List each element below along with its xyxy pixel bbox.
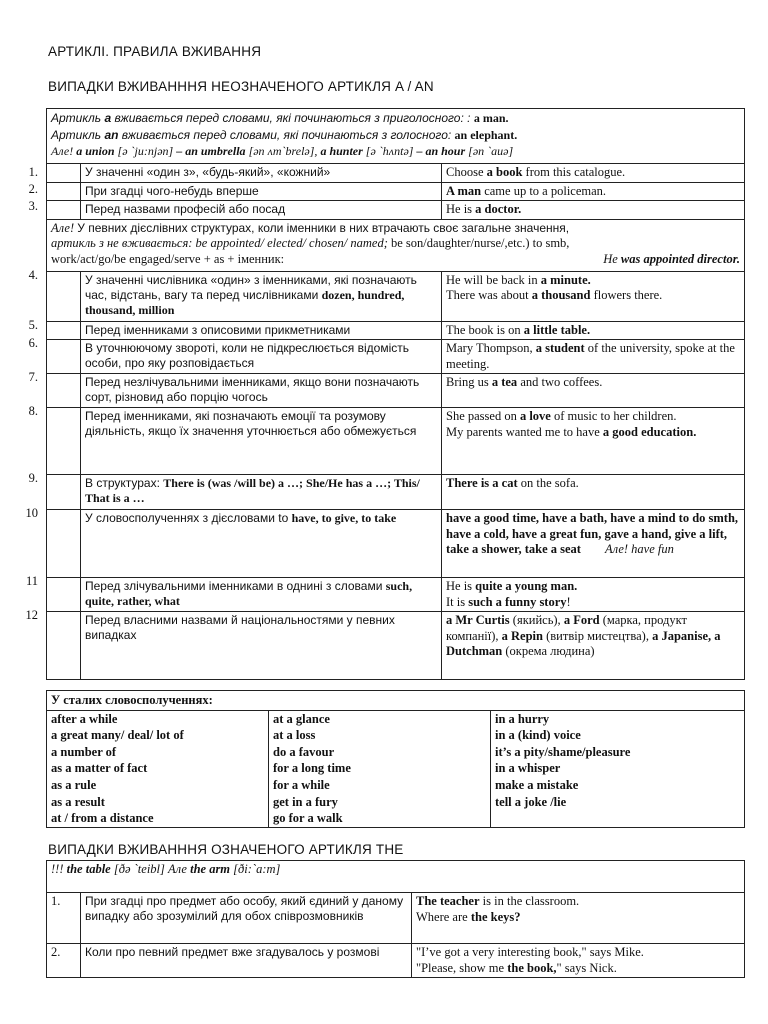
table-row: [47, 271, 745, 321]
table-row: [47, 374, 745, 408]
table-row: [47, 408, 745, 475]
table-row: [47, 164, 745, 183]
row-number: 2.: [28, 182, 38, 196]
the-intro-cell: !!! the table [ðə `teibl] Але the arm [ði:`a:m]: [47, 861, 745, 893]
table-row: [47, 321, 745, 340]
table-row: [47, 475, 745, 510]
example-cell: He will be back in a minute. There was about a thousand flowers there.: [442, 271, 745, 321]
rule-cell: У словосполученнях з дієсловами to have, to give, to take: [81, 510, 442, 578]
example-cell: Mary Thompson, a student of the university, spoke at the meeting.: [442, 340, 745, 374]
example-cell: There is a cat on the sofa.: [442, 475, 745, 510]
set-phrases-header: У сталих словосполученнях:: [47, 691, 745, 711]
rule-cell: При згадці чого-небудь вперше: [81, 182, 442, 201]
table-row: [47, 578, 745, 612]
example-cell: Bring us a tea and two coffees.: [442, 374, 745, 408]
row-number: 9.: [28, 471, 38, 485]
row-number: 1.: [47, 893, 81, 944]
definite-article-table: [46, 860, 745, 978]
table-row: [47, 109, 745, 164]
row-number: 6.: [28, 336, 38, 350]
table-row: [47, 340, 745, 374]
rule-cell: В структурах: There is (was /will be) a …; She/He has a …; This/ That is a …: [81, 475, 442, 510]
table-row: [47, 710, 745, 827]
rule-cell: Перед власними назвами й національностями у певних випадках: [81, 612, 442, 680]
table-row: [47, 510, 745, 578]
note-cell: Але! У певних дієслівних структурах, коли іменники в них втрачають своє загальне значення, артикль з не вживається: be appointed/ elected/ chosen/ named; be son/daughter/nurse/,etc.) to smb, work/act/go/be engaged/serve + as + іменник: He was appointed director.: [47, 219, 745, 271]
phrases-column-1: after a while a great many/ deal/ lot of a number of as a matter of fact as a rule as a result at / from a distance: [47, 710, 269, 827]
intro-cell: Артикль a вживається перед словами, які починаються з приголосного: : a man. Артикль an вживається перед словами, які починаються з голосного: an elephant. Але! a union [ə `ju:njən] – an umbrella [ən ʌm`brelə], a hunter [ə `hʌntə] – an hour [ən `auə]: [47, 109, 745, 164]
row-number: 2.: [47, 944, 81, 978]
table-row: [47, 201, 745, 220]
example-cell: She passed on a love of music to her children. My parents wanted me to have a good education.: [442, 408, 745, 475]
rule-cell: Перед іменниками з описовими прикметниками: [81, 321, 442, 340]
table-row: [47, 182, 745, 201]
table-row: [47, 612, 745, 680]
row-number: 3.: [28, 199, 38, 213]
phrases-column-2: at a glance at a loss do a favour for a long time for a while get in a fury go for a walk: [269, 710, 491, 827]
row-number: 4.: [28, 268, 38, 282]
example-cell: He is a doctor.: [442, 201, 745, 220]
rule-cell: У значенні числівника «один» з іменниками, які позначають час, відстань, вагу та перед числівниками dozen, hundred, thousand, million: [81, 271, 442, 321]
example-cell: a Mr Curtis (якийсь), a Ford (марка, продукт компанії), a Repin (витвір мистецтва), a Japanise, a Dutchman (окрема людина): [442, 612, 745, 680]
rule-cell: Коли про певний предмет вже згадувалось у розмові: [81, 944, 412, 978]
table-row: [47, 691, 745, 711]
set-phrases-table: [46, 690, 745, 828]
row-number: 8.: [28, 404, 38, 418]
example-cell: The book is on a little table.: [442, 321, 745, 340]
table-row: [47, 861, 745, 893]
row-number: 1.: [28, 165, 38, 179]
table-row: [47, 893, 745, 944]
table-row: [47, 944, 745, 978]
row-number: 10: [25, 506, 38, 520]
phrases-column-3: in a hurry in a (kind) voice it’s a pity/shame/pleasure in a whisper make a mistake tell a joke /lie: [491, 710, 745, 827]
rule-cell: В уточнюючому звороті, коли не підкреслюється відомість особи, про яку розповідається: [81, 340, 442, 374]
example-cell: He is quite a young man. It is such a funny story!: [442, 578, 745, 612]
rule-cell: Перед незлічувальними іменниками, якщо вони позначають сорт, різновид або порцію чогось: [81, 374, 442, 408]
example-cell: The teacher is in the classroom. Where are the keys?: [412, 893, 745, 944]
row-number: 7.: [28, 370, 38, 384]
indefinite-article-table: [46, 108, 745, 680]
definite-article-heading: ВИПАДКИ ВЖИВАНННЯ ОЗНАЧЕНОГО АРТИКЛЯ THE: [48, 842, 404, 857]
example-cell: Choose a book from this catalogue.: [442, 164, 745, 183]
page-title: АРТИКЛІ. ПРАВИЛА ВЖИВАННЯ: [48, 44, 262, 59]
rule-cell: Перед іменниками, які позначають емоції та розумову діяльність, якщо їх значення уточнюється або обмежується: [81, 408, 442, 475]
indefinite-article-heading: ВИПАДКИ ВЖИВАНННЯ НЕОЗНАЧЕНОГО АРТИКЛЯ A / AN: [48, 79, 434, 94]
example-cell: have a good time, have a bath, have a mind to do smth, have a cold, have a great fun, gave a hand, give a lift, take a shower, take a seat Але! have fun: [442, 510, 745, 578]
row-number: 12: [25, 608, 38, 622]
example-cell: A man came up to a policeman.: [442, 182, 745, 201]
rule-cell: У значенні «один з», «будь-який», «кожний»: [81, 164, 442, 183]
row-number: 11: [25, 574, 38, 588]
table-row: [47, 219, 745, 271]
row-number: 5.: [28, 318, 38, 332]
rule-cell: Перед злічувальними іменниками в однині з словами such, quite, rather, what: [81, 578, 442, 612]
rule-cell: Перед назвами професій або посад: [81, 201, 442, 220]
example-cell: "I’ve got a very interesting book," says Mike. "Please, show me the book," says Nick.: [412, 944, 745, 978]
rule-cell: При згадці про предмет або особу, який єдиний у даному випадку або зрозумілий для обох співрозмовників: [81, 893, 412, 944]
